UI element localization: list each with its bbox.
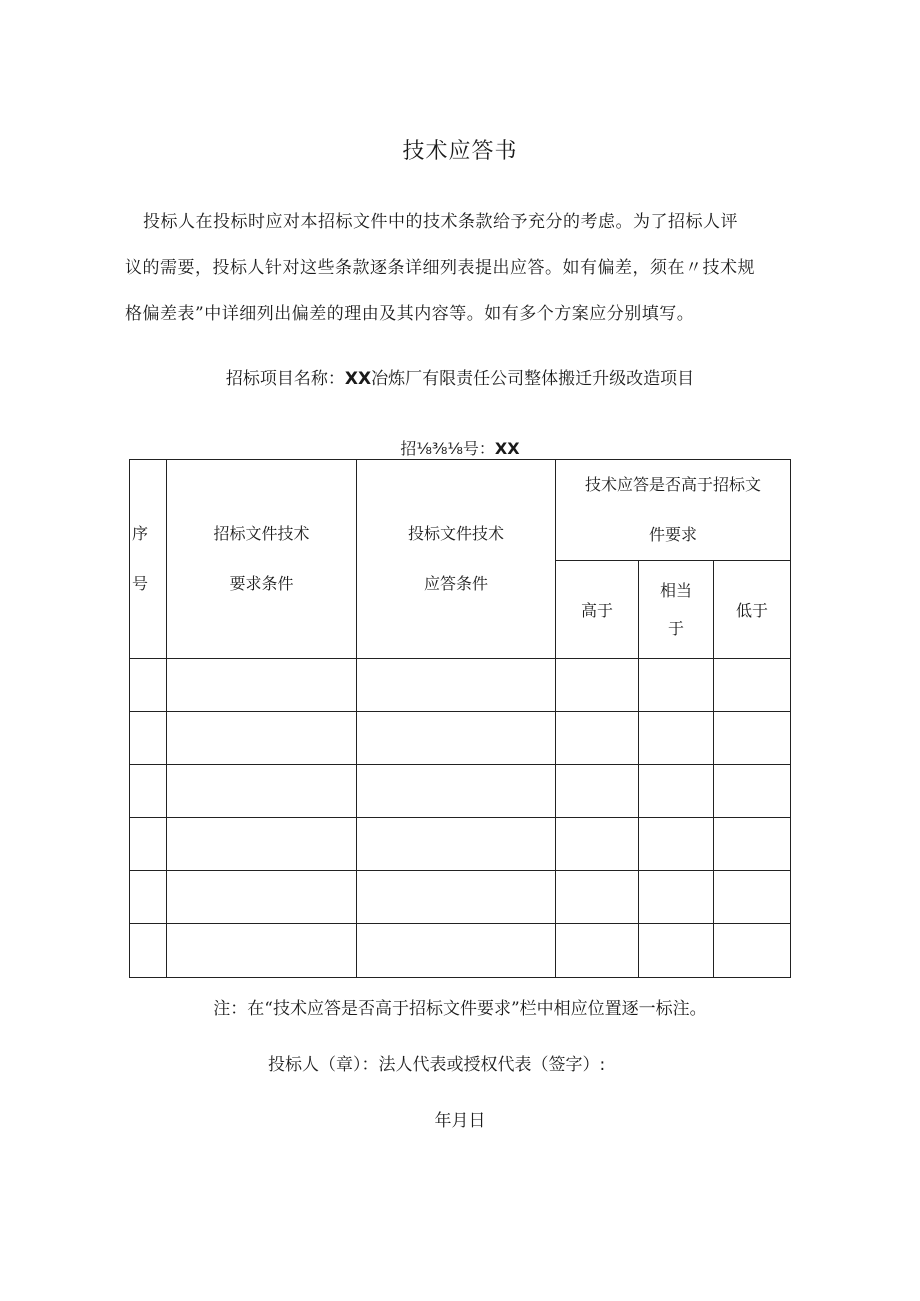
table-cell[interactable] <box>167 659 357 712</box>
intro-line: 格偏差表”中详细列出偏差的理由及其内容等。如有多个方案应分别填写。 <box>125 304 695 324</box>
table-cell[interactable] <box>714 818 791 871</box>
table-cell[interactable] <box>167 765 357 818</box>
table-cell[interactable] <box>639 712 714 765</box>
header-requirement: 招标文件技术 要求条件 <box>167 460 357 659</box>
table-cell[interactable] <box>639 924 714 978</box>
table-header-row <box>130 460 791 561</box>
table-cell[interactable] <box>357 924 556 978</box>
header-higher: 高于 <box>556 561 639 659</box>
table-cell[interactable] <box>130 765 167 818</box>
table-row <box>130 659 791 712</box>
table-cell[interactable] <box>130 871 167 924</box>
intro-paragraph <box>125 199 795 337</box>
table-cell[interactable] <box>357 712 556 765</box>
table-row <box>130 818 791 871</box>
project-label: 招标项目名称： <box>225 369 345 389</box>
table-cell[interactable] <box>167 924 357 978</box>
table-cell[interactable] <box>167 818 357 871</box>
table-cell[interactable] <box>357 659 556 712</box>
table-cell[interactable] <box>639 765 714 818</box>
signature-line: 投标人（章）：法人代表或授权代表（签字）: <box>268 1055 606 1075</box>
table-cell[interactable] <box>167 871 357 924</box>
table-cell[interactable] <box>639 871 714 924</box>
table-cell[interactable] <box>714 659 791 712</box>
table-cell[interactable] <box>357 818 556 871</box>
bid-number-label: 招⅛⅜⅛号： <box>400 439 495 458</box>
bid-number-value: XX <box>494 439 520 458</box>
table-cell[interactable] <box>556 924 639 978</box>
table-cell[interactable] <box>639 659 714 712</box>
table-cell[interactable] <box>130 659 167 712</box>
table-cell[interactable] <box>130 712 167 765</box>
header-compare-group: 技术应答是否高于招标文 件要求 <box>556 460 791 561</box>
project-code: XX <box>344 369 372 389</box>
header-equal: 相当 于 <box>639 561 714 659</box>
header-seq: 序 号 <box>130 460 167 659</box>
table-cell[interactable] <box>556 871 639 924</box>
table-note: 注：在“技术应答是否高于招标文件要求”栏中相应位置逐一标注。 <box>213 999 707 1019</box>
date-line: 年月日 <box>434 1111 486 1131</box>
document-title: 技术应答书 <box>402 139 518 164</box>
bid-number-line <box>0 436 920 459</box>
table-cell[interactable] <box>167 712 357 765</box>
table-cell[interactable] <box>556 765 639 818</box>
table-cell[interactable] <box>556 818 639 871</box>
project-name: 冶炼厂有限责任公司整体搬迁升级改造项目 <box>371 369 695 389</box>
table-row <box>130 712 791 765</box>
header-response: 投标文件技术 应答条件 <box>357 460 556 659</box>
table-cell[interactable] <box>639 818 714 871</box>
project-name-line <box>0 364 920 389</box>
intro-line: 投标人在投标时应对本招标文件中的技术条款给予充分的考虑。为了招标人评 <box>143 212 738 232</box>
technical-response-table <box>129 459 791 978</box>
table-cell[interactable] <box>714 765 791 818</box>
table-cell[interactable] <box>714 924 791 978</box>
table-cell[interactable] <box>357 871 556 924</box>
table-row <box>130 871 791 924</box>
table-cell[interactable] <box>714 712 791 765</box>
table-cell[interactable] <box>714 871 791 924</box>
table-cell[interactable] <box>357 765 556 818</box>
table-row <box>130 765 791 818</box>
header-lower: 低于 <box>714 561 791 659</box>
table-cell[interactable] <box>556 712 639 765</box>
table-cell[interactable] <box>556 659 639 712</box>
table-row <box>130 924 791 978</box>
table-cell[interactable] <box>130 818 167 871</box>
intro-line: 议的需要，投标人针对这些条款逐条详细列表提出应答。如有偏差，须在〃技术规 <box>125 258 755 278</box>
table-cell[interactable] <box>130 924 167 978</box>
